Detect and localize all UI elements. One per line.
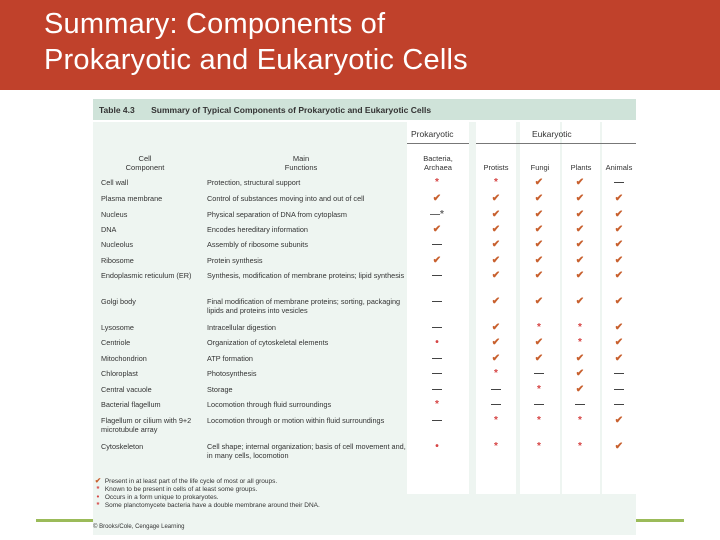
image-credit: © Brooks/Cole, Cengage Learning <box>93 524 185 530</box>
cell-protists-mark: * <box>494 415 498 426</box>
cell-function: Control of substances moving into and out of cell <box>207 194 365 203</box>
cell-plants-mark: ✔ <box>575 353 585 364</box>
header-cell-component-line-2: Component <box>125 163 165 172</box>
cell-component: Flagellum or cilium with 9+2 microtubule array <box>101 416 192 434</box>
cell-plants-mark: * <box>578 337 582 348</box>
cell-animals-mark: ✔ <box>614 337 624 348</box>
cell-prokaryotic-mark: — <box>432 296 442 307</box>
cell-plants-mark: ✔ <box>575 255 585 266</box>
cell-animals-mark: ✔ <box>614 209 624 220</box>
legend-item <box>93 501 393 509</box>
slide-title <box>44 6 468 78</box>
cell-fungi-mark: * <box>537 441 541 452</box>
cell-function: Photosynthesis <box>207 369 257 378</box>
cell-function: Physical separation of DNA from cytoplasm <box>207 210 347 219</box>
legend-symbol: ✔ <box>94 476 102 485</box>
cell-component: Bacterial flagellum <box>101 400 161 409</box>
cell-function: Protection, structural support <box>207 178 301 187</box>
cell-component: Nucleolus <box>101 240 134 249</box>
cell-protists-mark: — <box>491 384 501 395</box>
header-plants: Plants <box>570 163 592 172</box>
cell-fungi-mark: ✔ <box>534 193 544 204</box>
cell-fungi-mark: ✔ <box>534 239 544 250</box>
cell-animals-mark: — <box>614 177 624 188</box>
cell-protists-mark: ✔ <box>491 270 501 281</box>
cell-component: Central vacuole <box>101 385 152 394</box>
cell-function: Locomotion through fluid surroundings <box>207 400 332 409</box>
cell-function: Assembly of ribosome subunits <box>207 240 308 249</box>
cell-prokaryotic-mark: ✔ <box>432 255 442 266</box>
cell-prokaryotic-mark: — <box>432 239 442 250</box>
cell-function: Intracellular digestion <box>207 323 276 332</box>
cell-animals-mark: ✔ <box>614 441 624 452</box>
cell-fungi-mark: — <box>534 368 544 379</box>
cell-fungi-mark: ✔ <box>534 270 544 281</box>
header-cell-component-line-1: Cell <box>138 154 152 163</box>
cell-protists-mark: ✔ <box>491 239 501 250</box>
group-header-eukaryotic: Eukaryotic <box>532 129 572 139</box>
cell-prokaryotic-mark: —* <box>430 209 444 220</box>
cell-animals-mark: ✔ <box>614 296 624 307</box>
cell-animals-mark: — <box>614 399 624 410</box>
cell-plants-mark: ✔ <box>575 296 585 307</box>
legend-symbol: * <box>96 484 100 493</box>
cell-component: Centriole <box>101 338 131 347</box>
table-number: Table 4.3 <box>99 105 135 115</box>
cell-animals-mark: ✔ <box>614 415 624 426</box>
cell-component: DNA <box>101 225 117 234</box>
cell-protists-mark: * <box>494 177 498 188</box>
cell-function: Storage <box>207 385 233 394</box>
cell-protists-mark: ✔ <box>491 193 501 204</box>
cell-plants-mark: ✔ <box>575 209 585 220</box>
legend-symbol: * <box>96 500 100 509</box>
cell-fungi-mark: * <box>537 384 541 395</box>
cell-plants-mark: * <box>578 441 582 452</box>
cell-prokaryotic-mark: • <box>435 441 439 452</box>
cell-function: Organization of cytoskeletal elements <box>207 338 329 347</box>
cell-component: Endoplasmic reticulum (ER) <box>101 271 192 280</box>
cell-animals-mark: ✔ <box>614 353 624 364</box>
cell-component: Lysosome <box>101 323 134 332</box>
header-bacteria-archaea <box>417 154 459 172</box>
cell-function: Locomotion through or motion within fluid surroundings <box>207 416 385 425</box>
cell-protists-mark: — <box>491 399 501 410</box>
cell-plants-mark: * <box>578 322 582 333</box>
cell-fungi-mark: * <box>537 415 541 426</box>
cell-animals-mark: — <box>614 384 624 395</box>
cell-prokaryotic-mark: • <box>435 337 439 348</box>
cell-fungi-mark: ✔ <box>534 353 544 364</box>
header-main-functions-line-1: Main <box>292 154 310 163</box>
table-legend <box>93 477 393 509</box>
cell-plants-mark: * <box>578 415 582 426</box>
cell-fungi-mark: ✔ <box>534 337 544 348</box>
cell-fungi-mark: ✔ <box>534 209 544 220</box>
cell-plants-mark: ✔ <box>575 384 585 395</box>
cell-protists-mark: ✔ <box>491 353 501 364</box>
cell-protists-mark: * <box>494 441 498 452</box>
header-main-functions <box>281 154 321 172</box>
cell-plants-mark: ✔ <box>575 239 585 250</box>
cell-component: Nucleus <box>101 210 128 219</box>
legend-item <box>93 477 393 485</box>
cell-prokaryotic-mark: ✔ <box>432 224 442 235</box>
cell-plants-mark: ✔ <box>575 270 585 281</box>
cell-prokaryotic-mark: — <box>432 322 442 333</box>
cell-prokaryotic-mark: — <box>432 368 442 379</box>
cell-protists-mark: ✔ <box>491 255 501 266</box>
table-caption: Summary of Typical Components of Prokaryotic and Eukaryotic Cells <box>151 105 432 115</box>
cell-function: Final modification of membrane proteins; sorting, packaging lipids and proteins into vesicles <box>207 297 401 315</box>
cell-protists-mark: ✔ <box>491 322 501 333</box>
cell-prokaryotic-mark: — <box>432 415 442 426</box>
cell-component: Mitochondrion <box>101 354 147 363</box>
cell-function: ATP formation <box>207 354 253 363</box>
legend-text: Occurs in a form unique to prokaryotes. <box>104 494 219 501</box>
header-cell-component <box>125 154 165 172</box>
legend-item <box>93 485 393 493</box>
header-bacteria-line-2: Archaea <box>424 163 452 172</box>
legend-item <box>93 493 393 501</box>
header-animals: Animals <box>605 163 633 172</box>
group-underline-eukaryotic <box>476 143 636 144</box>
cell-prokaryotic-mark: — <box>432 353 442 364</box>
legend-text: Some planctomycete bacteria have a double membrane around their DNA. <box>104 502 320 509</box>
cell-component: Cytoskeleton <box>101 442 144 451</box>
cell-animals-mark: ✔ <box>614 193 624 204</box>
header-bacteria-line-1: Bacteria, <box>423 154 453 163</box>
cell-protists-mark: ✔ <box>491 296 501 307</box>
slide-title-line-2: Prokaryotic and Eukaryotic Cells <box>44 44 468 76</box>
cell-function: Synthesis, modification of membrane proteins; lipid synthesis <box>207 271 405 280</box>
cell-protists-mark: ✔ <box>491 224 501 235</box>
cell-component: Chloroplast <box>101 369 138 378</box>
cell-animals-mark: ✔ <box>614 255 624 266</box>
cell-function: Encodes hereditary information <box>207 225 308 234</box>
cell-protists-mark: ✔ <box>491 209 501 220</box>
cell-plants-mark: ✔ <box>575 177 585 188</box>
header-protists: Protists <box>483 163 509 172</box>
cell-plants-mark: ✔ <box>575 368 585 379</box>
cell-protists-mark: ✔ <box>491 337 501 348</box>
cell-fungi-mark: ✔ <box>534 224 544 235</box>
cell-fungi-mark: ✔ <box>534 177 544 188</box>
cell-prokaryotic-mark: — <box>432 270 442 281</box>
cell-component: Plasma membrane <box>101 194 163 203</box>
components-table <box>93 99 636 535</box>
cell-component: Cell wall <box>101 178 129 187</box>
cell-function: Cell shape; internal organization; basis of cell movement and, in many cells, locomotion <box>207 442 406 460</box>
legend-text: Known to be present in cells of at least some groups. <box>104 486 258 493</box>
cell-fungi-mark: ✔ <box>534 296 544 307</box>
legend-symbol: • <box>96 492 100 501</box>
cell-component: Golgi body <box>101 297 136 306</box>
title-bar <box>0 0 720 90</box>
accent-line-left <box>36 519 96 522</box>
cell-protists-mark: * <box>494 368 498 379</box>
header-fungi: Fungi <box>530 163 550 172</box>
cell-prokaryotic-mark: * <box>435 399 439 410</box>
cell-component: Ribosome <box>101 256 134 265</box>
cell-animals-mark: ✔ <box>614 322 624 333</box>
group-header-prokaryotic: Prokaryotic <box>411 129 454 139</box>
cell-prokaryotic-mark: — <box>432 384 442 395</box>
cell-animals-mark: ✔ <box>614 224 624 235</box>
cell-animals-mark: ✔ <box>614 270 624 281</box>
cell-plants-mark: — <box>575 399 585 410</box>
legend-text: Present in at least part of the life cycle of most or all groups. <box>104 478 278 485</box>
cell-plants-mark: ✔ <box>575 224 585 235</box>
cell-prokaryotic-mark: * <box>435 177 439 188</box>
cell-fungi-mark: * <box>537 322 541 333</box>
cell-fungi-mark: — <box>534 399 544 410</box>
slide-title-line-1: Summary: Components of <box>44 8 386 40</box>
cell-animals-mark: ✔ <box>614 239 624 250</box>
cell-prokaryotic-mark: ✔ <box>432 193 442 204</box>
cell-plants-mark: ✔ <box>575 193 585 204</box>
table-caption-bar <box>93 99 636 122</box>
cell-function: Protein synthesis <box>207 256 263 265</box>
header-main-functions-line-2: Functions <box>284 163 318 172</box>
cell-animals-mark: — <box>614 368 624 379</box>
group-underline-prokaryotic <box>407 143 469 144</box>
cell-fungi-mark: ✔ <box>534 255 544 266</box>
